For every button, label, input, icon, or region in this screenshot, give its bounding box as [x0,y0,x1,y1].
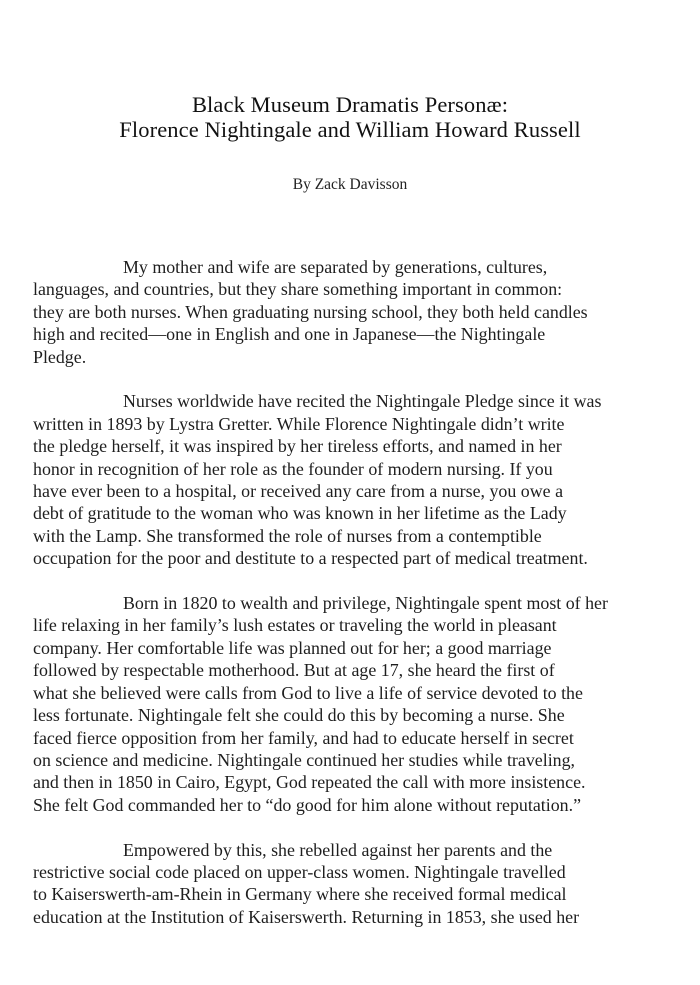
text-line: what she believed were calls from God to live a life of service devoted to the [33,682,583,703]
paragraph-3 [33,592,693,816]
paragraph-1 [33,256,693,368]
text-line: written in 1893 by Lystra Gretter. While Florence Nightingale didn’t write [33,413,565,434]
title-line-2: Florence Nightingale and William Howard Russell [119,117,581,142]
text-line: debt of gratitude to the woman who was known in her lifetime as the Lady [33,503,567,524]
text-line: life relaxing in her family’s lush estates or traveling the world in pleasant [33,615,557,636]
text-line: less fortunate. Nightingale felt she could do this by becoming a nurse. She [33,705,565,726]
text-line: languages, and countries, but they share something important in common: [33,279,563,300]
text-line: Empowered by this, she rebelled against her parents and the [123,839,553,860]
text-line: Born in 1820 to wealth and privilege, Nightingale spent most of her [123,593,608,614]
text-line: and then in 1850 in Cairo, Egypt, God repeated the call with more insistence. [33,772,586,793]
text-line: high and recited—one in English and one in Japanese—the Nightingale [33,324,546,345]
text-line: the pledge herself, it was inspired by her tireless efforts, and named in her [33,436,562,457]
text-line: Nurses worldwide have recited the Nightingale Pledge since it was [123,391,602,412]
text-line: She felt God commanded her to “do good for him alone without reputation.” [33,794,582,815]
article-body [33,256,693,951]
paragraph-2 [33,390,693,569]
text-line: My mother and wife are separated by generations, cultures, [123,257,548,277]
text-line: on science and medicine. Nightingale continued her studies while traveling, [33,749,576,770]
title-line-1: Black Museum Dramatis Personæ: [191,92,509,117]
text-line: they are both nurses. When graduating nursing school, they both held candles [33,301,588,322]
text-line: restrictive social code placed on upper-class women. Nightingale travelled [33,861,566,882]
text-line: honor in recognition of her role as the founder of modern nursing. If you [33,458,553,479]
text-line: occupation for the poor and destitute to a respected part of medical treatment. [33,548,588,569]
text-line: followed by respectable motherhood. But at age 17, she heard the first of [33,660,555,681]
article-title [0,92,700,142]
text-line: with the Lamp. She transformed the role of nurses from a contemptible [33,525,542,546]
text-line: to Kaiserswerth-am-Rhein in Germany where she received formal medical [33,884,567,905]
text-line: have ever been to a hospital, or received any care from a nurse, you owe a [33,481,564,502]
text-line: Pledge. [33,346,87,367]
text-line: faced fierce opposition from her family, and had to educate herself in secret [33,727,574,748]
author-byline: By Zack Davisson [292,176,408,193]
text-line: education at the Institution of Kaiserswerth. Returning in 1853, she used her [33,906,580,927]
text-line: company. Her comfortable life was planned out for her; a good marriage [33,637,552,658]
paragraph-4 [33,839,693,929]
